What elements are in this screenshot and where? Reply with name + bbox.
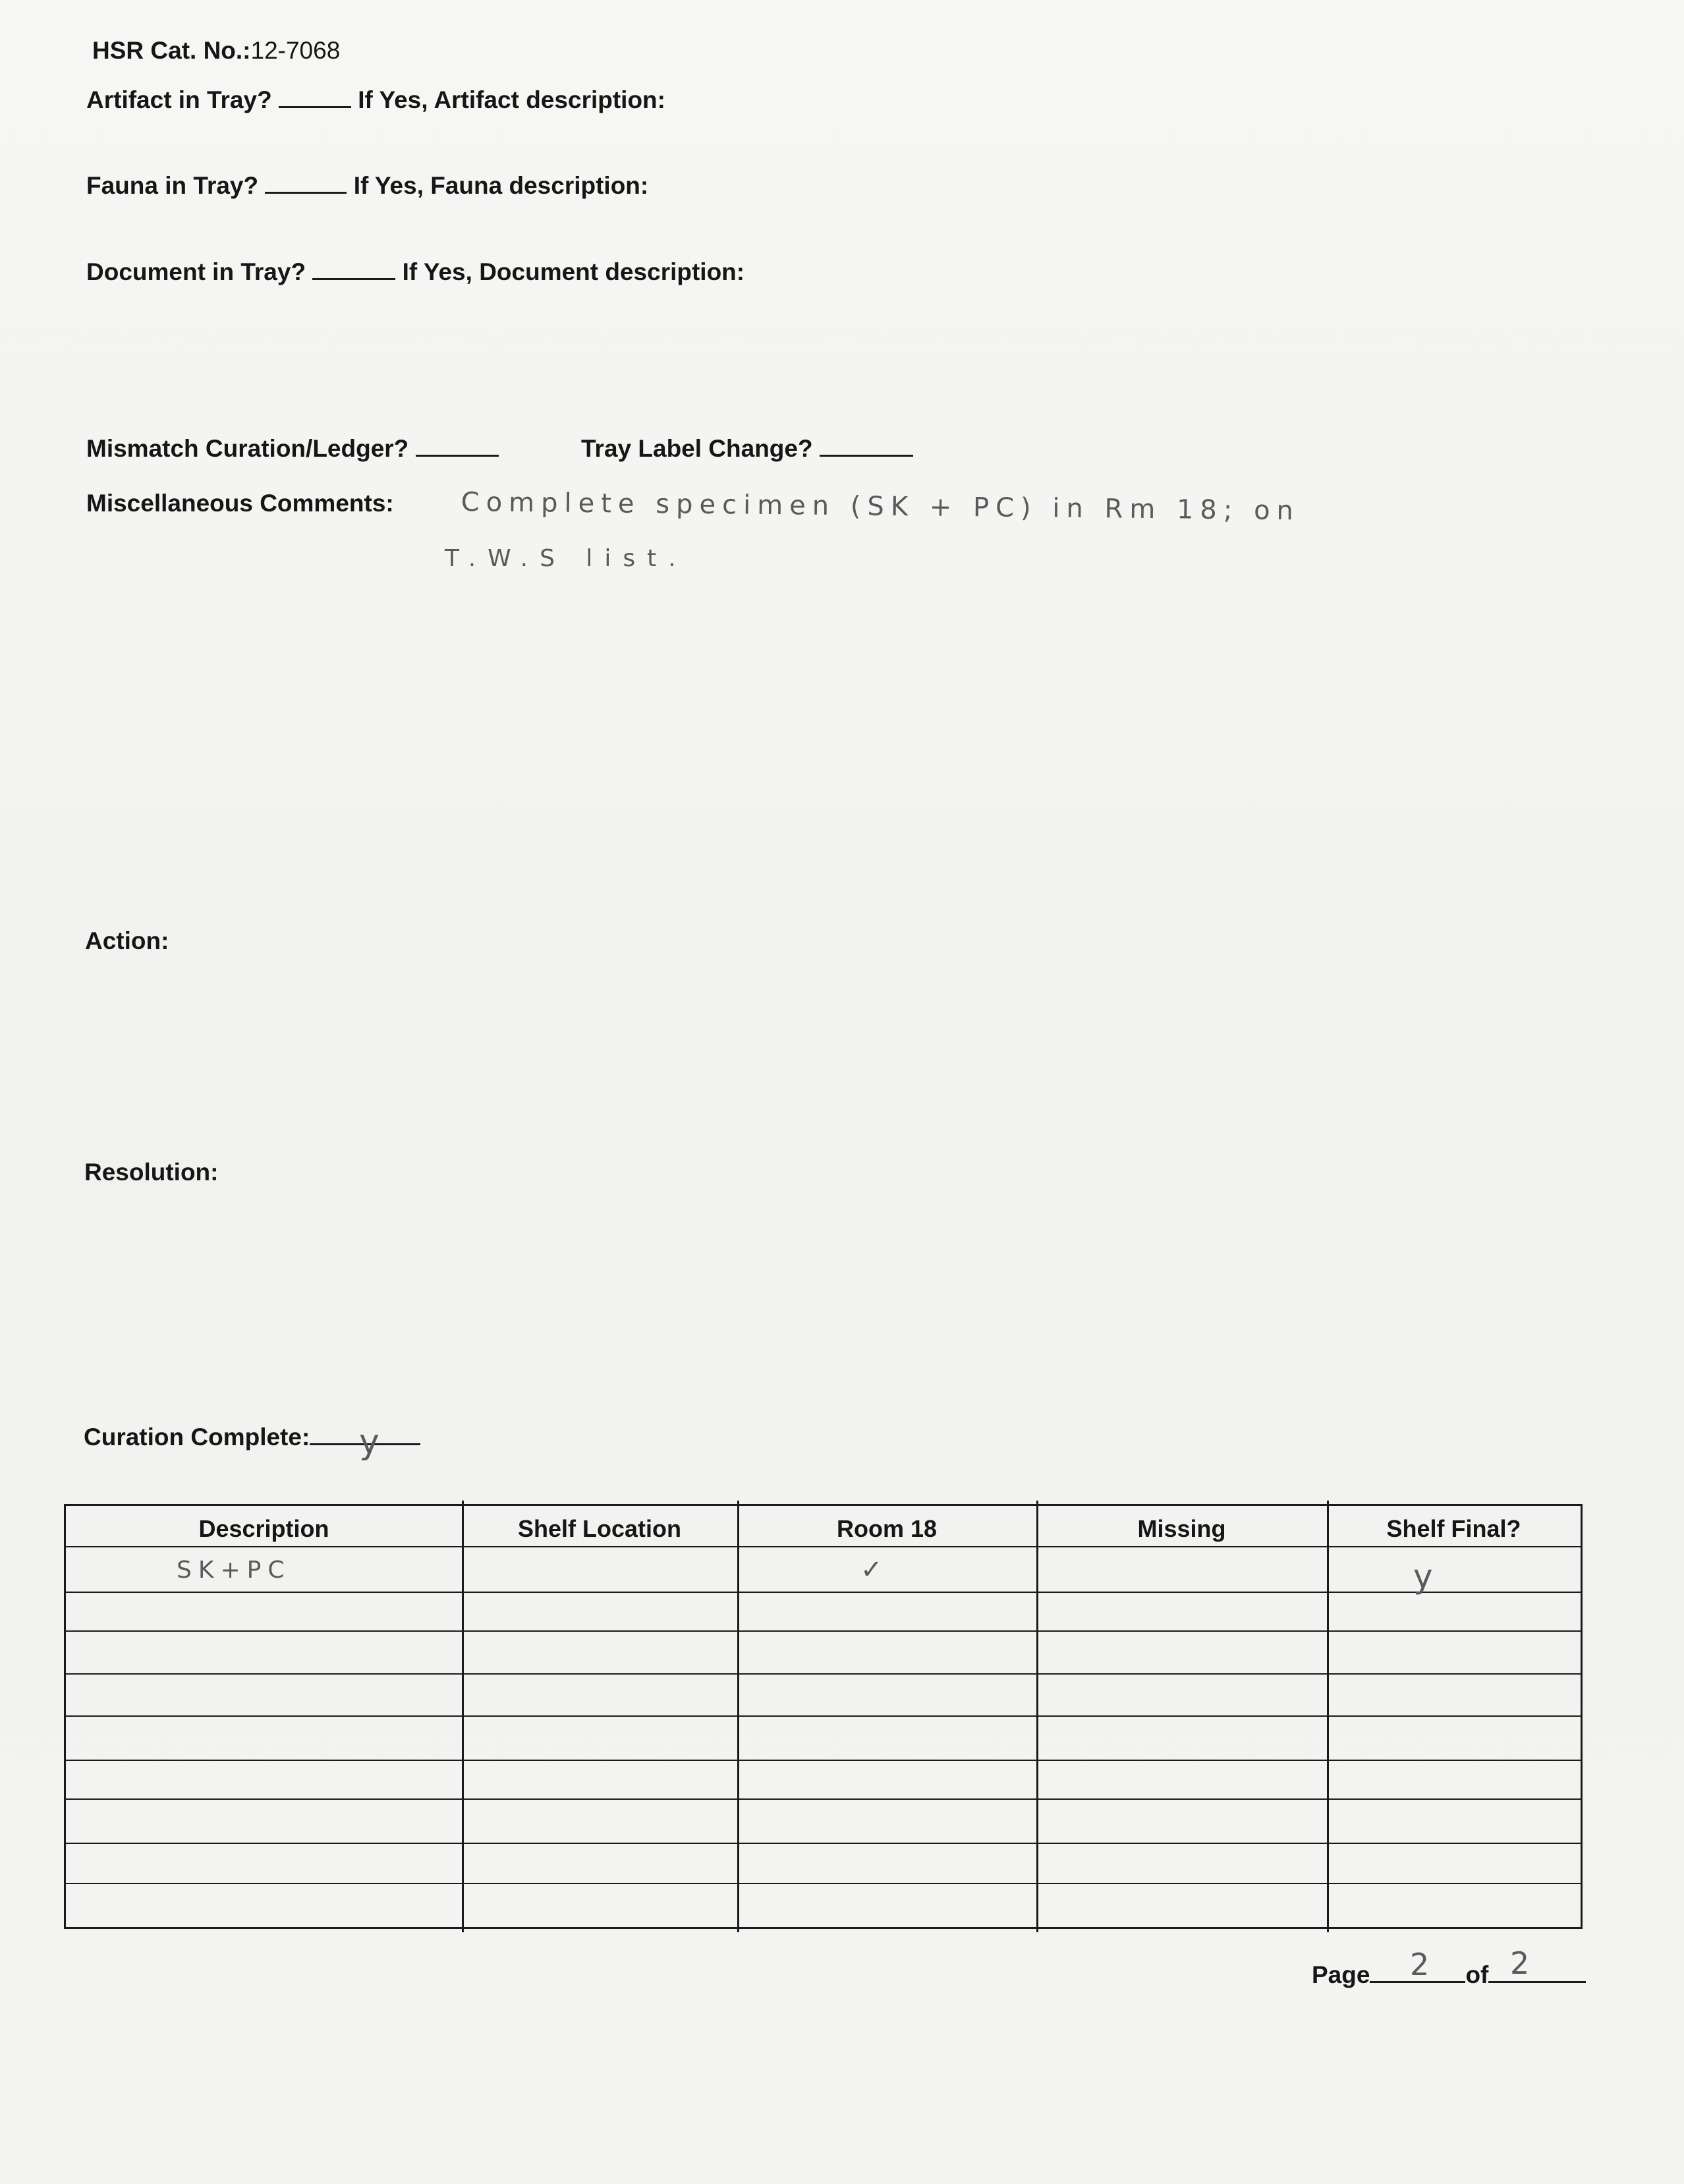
table-row-line <box>66 1673 1581 1675</box>
document-answer-blank[interactable] <box>312 258 395 280</box>
tray-label-answer-blank[interactable] <box>820 435 913 457</box>
artifact-description-label: If Yes, Artifact description: <box>358 86 665 113</box>
table-row-line <box>66 1760 1581 1761</box>
curation-table <box>64 1504 1583 1929</box>
misc-comments-label: Miscellaneous Comments: <box>86 490 394 517</box>
row1-description: SK+PC <box>177 1557 291 1584</box>
table-row-line <box>66 1715 1581 1717</box>
page-number-line <box>1312 1961 1586 1987</box>
artifact-question: Artifact in Tray? <box>86 86 272 113</box>
artifact-line <box>86 86 665 112</box>
page-total-value: 2 <box>1510 1945 1534 1981</box>
tray-label-line <box>581 435 913 461</box>
table-row-line <box>66 1546 1581 1547</box>
table-row-line <box>66 1592 1581 1593</box>
artifact-answer-blank[interactable] <box>279 86 351 108</box>
table-row-line <box>66 1798 1581 1800</box>
curation-complete-label: Curation Complete: <box>84 1423 310 1451</box>
table-row-line <box>66 1630 1581 1632</box>
header-description: Description <box>198 1515 329 1542</box>
mismatch-question: Mismatch Curation/Ledger? <box>86 435 409 462</box>
page-label: Page <box>1312 1961 1370 1988</box>
table-row-line <box>66 1883 1581 1884</box>
curation-complete-value: y <box>359 1422 383 1462</box>
catalog-number-value: 12-7068 <box>250 37 341 64</box>
fauna-description-label: If Yes, Fauna description: <box>353 172 649 199</box>
misc-comments-line1: Complete specimen (SK + PC) in Rm 18; on <box>461 487 1301 527</box>
mismatch-answer-blank[interactable] <box>416 435 499 457</box>
misc-comments-line2: T.W.S list. <box>445 545 688 572</box>
table-row-line <box>66 1843 1581 1844</box>
resolution-label: Resolution: <box>84 1159 219 1186</box>
row1-shelf-final: y <box>1413 1557 1433 1595</box>
tray-label-question: Tray Label Change? <box>581 435 813 462</box>
document-description-label: If Yes, Document description: <box>402 258 745 285</box>
row1-room18-check: ✓ <box>860 1555 883 1585</box>
fauna-line <box>86 172 648 198</box>
header-shelf-location: Shelf Location <box>517 1515 681 1542</box>
fauna-answer-blank[interactable] <box>265 172 347 194</box>
catalog-number-label: HSR Cat. No.: <box>92 37 251 64</box>
action-label: Action: <box>85 927 169 954</box>
header-shelf-final: Shelf Final? <box>1386 1515 1521 1542</box>
page-number-value: 2 <box>1410 1947 1434 1982</box>
fauna-question: Fauna in Tray? <box>86 172 259 199</box>
of-label: of <box>1465 1961 1489 1988</box>
page-total-blank[interactable] <box>1488 1961 1586 1983</box>
mismatch-line <box>86 435 499 461</box>
document-question: Document in Tray? <box>86 258 306 285</box>
catalog-number-line <box>92 38 340 63</box>
document-line <box>86 258 744 284</box>
header-room-18: Room 18 <box>836 1515 938 1542</box>
header-missing: Missing <box>1137 1515 1226 1542</box>
